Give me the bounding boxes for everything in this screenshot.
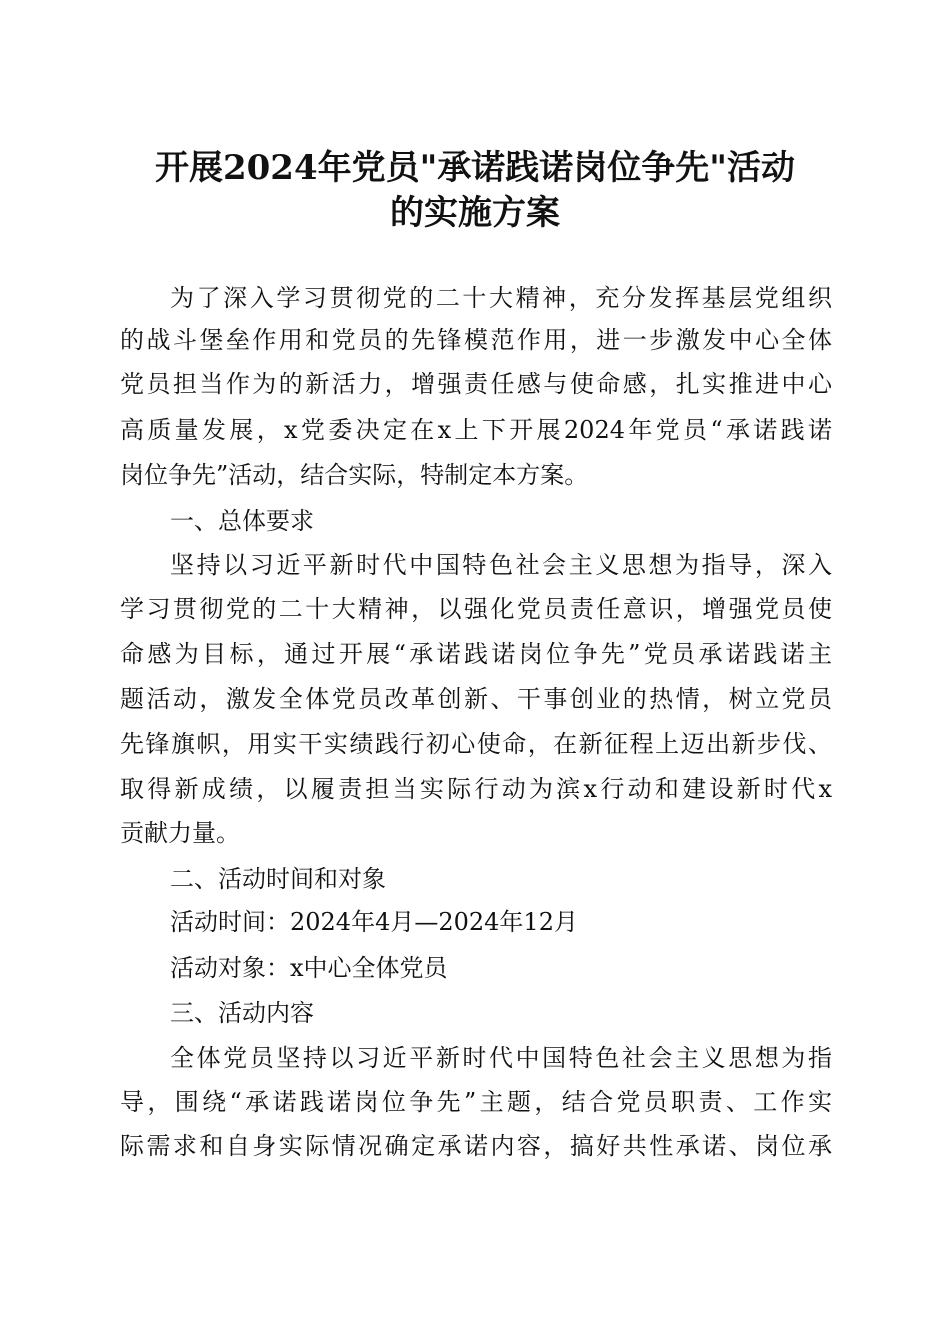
section-1-line-2: 学习贯彻党的二十大精神，以强化党员责任意识，增强党员使 — [120, 595, 832, 623]
section-1-line-1: 坚持以习近平新时代中国特色社会主义思想为指导，深入 — [170, 551, 832, 579]
intro-line-3: 党员担当作为的新活力，增强责任感与使命感，扎实推进中心 — [120, 370, 832, 398]
intro-line-2: 的战斗堡垒作用和党员的先锋模范作用，进一步激发中心全体 — [120, 326, 832, 354]
document-title-line-2: 的实施方案 — [390, 193, 560, 233]
activity-time: 活动时间：2024年4月—2024年12月 — [170, 908, 578, 936]
section-1-line-4: 题活动，激发全体党员改革创新、干事创业的热情，树立党员 — [120, 685, 832, 713]
section-3-line-1: 全体党员坚持以习近平新时代中国特色社会主义思想为指 — [170, 1044, 832, 1072]
section-2-heading: 二、活动时间和对象 — [170, 865, 386, 893]
section-1-line-5: 先锋旗帜，用实干实绩践行初心使命，在新征程上迈出新步伐、 — [120, 730, 832, 758]
section-1-line-7: 贡献力量。 — [120, 819, 240, 847]
document-title-line-1: 开展2024年党员"承诺践诺岗位争先"活动 — [154, 148, 796, 188]
section-3-heading: 三、活动内容 — [170, 999, 314, 1027]
activity-target: 活动对象：x中心全体党员 — [170, 954, 448, 982]
intro-line-5: 岗位争先”活动，结合实际，特制定本方案。 — [120, 461, 589, 489]
intro-line-4: 高质量发展，x党委决定在x上下开展2024年党员“承诺践诺 — [120, 416, 832, 444]
intro-line-1: 为了深入学习贯彻党的二十大精神，充分发挥基层党组织 — [170, 284, 832, 312]
section-3-line-3: 际需求和自身实际情况确定承诺内容，搞好共性承诺、岗位承 — [120, 1132, 832, 1160]
section-1-line-3: 命感为目标，通过开展“承诺践诺岗位争先”党员承诺践诺主 — [120, 640, 832, 668]
section-3-line-2: 导，围绕“承诺践诺岗位争先”主题，结合党员职责、工作实 — [120, 1088, 832, 1116]
section-1-line-6: 取得新成绩，以履责担当实际行动为滨x行动和建设新时代x — [120, 775, 832, 803]
section-1-heading: 一、总体要求 — [170, 507, 314, 535]
